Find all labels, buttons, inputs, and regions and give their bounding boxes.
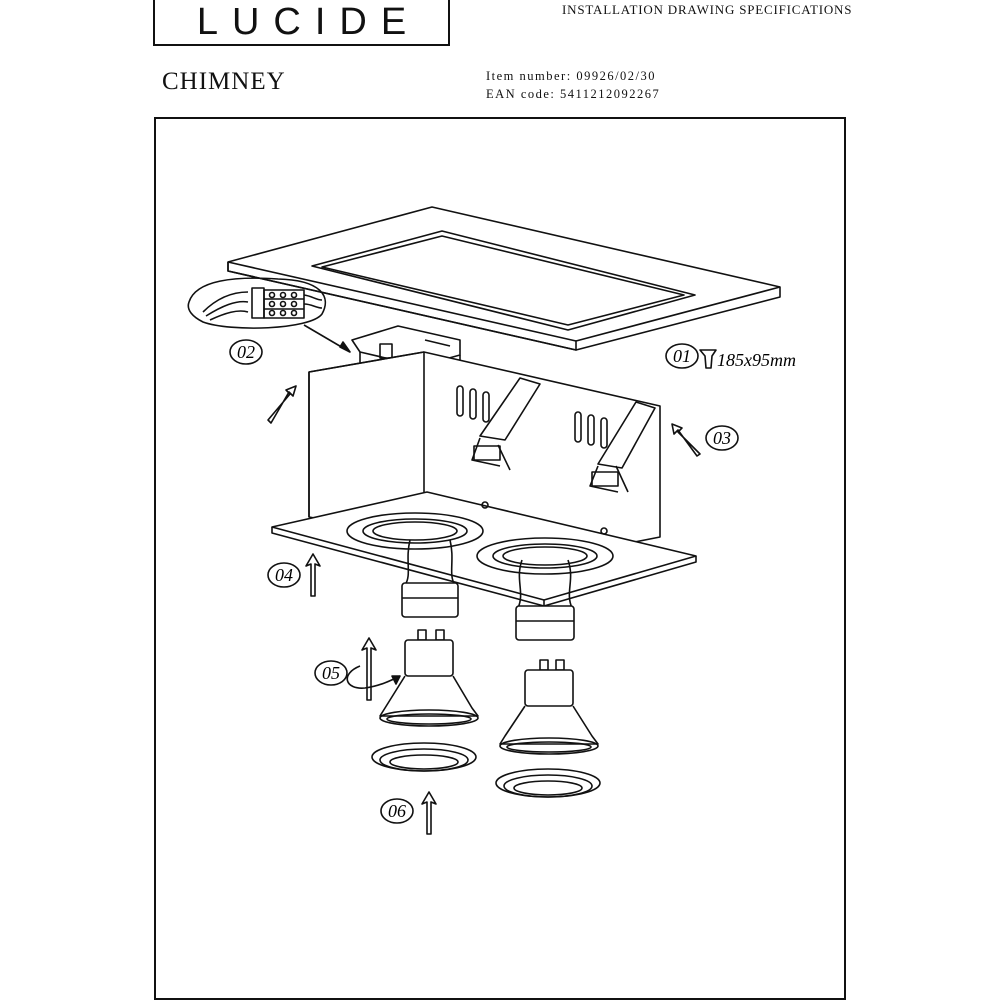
ean-code: EAN code: 5411212092267 — [486, 87, 661, 101]
step-label-06: 06 — [388, 801, 406, 821]
step-label-03: 03 — [713, 428, 731, 448]
spec-title: INSTALLATION DRAWING SPECIFICATIONS — [562, 2, 853, 17]
step-label-02: 02 — [237, 342, 255, 362]
product-name: CHIMNEY — [162, 68, 286, 95]
step-label-04: 04 — [275, 565, 293, 585]
cutout-dimension: 185x95mm — [717, 350, 796, 370]
brand-name: LUCIDE — [196, 1, 421, 43]
hole-saw-icon — [700, 350, 716, 368]
gu10-bulbs — [380, 630, 598, 754]
item-number: Item number: 09926/02/30 — [486, 69, 657, 83]
step-label-05: 05 — [322, 663, 340, 683]
step-label-01: 01 — [673, 346, 691, 366]
